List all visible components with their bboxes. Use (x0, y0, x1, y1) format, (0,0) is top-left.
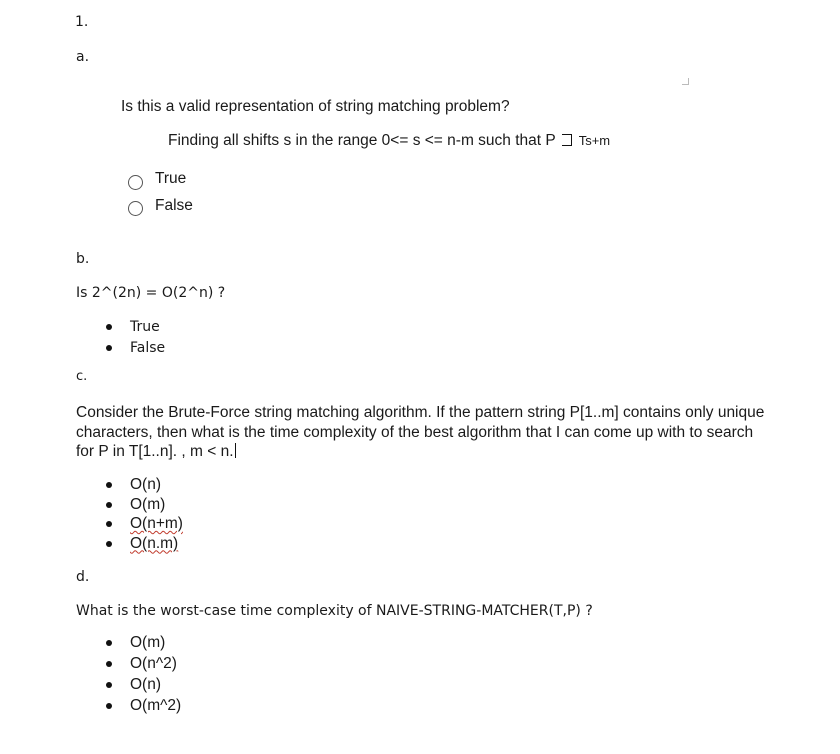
option-label: False (130, 340, 166, 356)
bullet-icon (106, 345, 112, 351)
bullet-icon (106, 541, 112, 547)
list-item (106, 514, 183, 534)
radio-false-label: False (155, 197, 193, 214)
option-label: O(n+m) (130, 515, 183, 532)
text-cursor (235, 443, 236, 458)
part-c-question (76, 403, 796, 462)
part-c-label: c. (76, 369, 88, 384)
list-item (106, 632, 181, 653)
list-item (106, 674, 181, 695)
part-b-question: Is 2^(2n) = O(2^n) ? (76, 285, 226, 301)
list-item (106, 653, 181, 674)
option-label: O(n.m) (130, 534, 179, 552)
bullet-icon (106, 502, 112, 508)
list-item (106, 495, 183, 515)
bullet-icon (106, 521, 112, 527)
bullet-icon (106, 682, 112, 688)
part-c-question-text: for P in T[1..n]. , m < n. (76, 443, 234, 460)
list-item (106, 695, 181, 716)
corner-mark (682, 78, 689, 85)
part-c-question-line: characters, then what is the time complexity of the best algorithm that I can come up with to search (76, 423, 754, 441)
part-a-statement-subscript: Ts+m (578, 133, 611, 148)
part-c-question-line: Consider the Brute-Force string matching algorithm. If the pattern string P[1..m] contains only unique (76, 404, 765, 421)
option-label: True (130, 319, 160, 335)
option-label: O(m^2) (130, 697, 182, 714)
radio-false[interactable] (128, 201, 143, 216)
bullet-icon (106, 324, 112, 330)
radio-true[interactable] (128, 175, 143, 190)
part-d-options (106, 632, 181, 716)
option-label: O(n) (130, 476, 161, 493)
part-d-question: What is the worst-case time complexity of NAIVE-STRING-MATCHER(T,P) ? (76, 603, 593, 619)
part-b-label: b. (76, 251, 90, 267)
part-c-options (106, 475, 183, 553)
part-a-statement-text: Finding all shifts s in the range 0<= s <= n-m such that P (168, 132, 556, 149)
list-item (106, 338, 165, 359)
part-c-question-line (76, 442, 796, 462)
option-label: O(n) (130, 676, 161, 693)
part-a-label: a. (76, 49, 90, 65)
bullet-icon (106, 661, 112, 667)
part-b-options (106, 317, 165, 359)
subset-symbol (562, 134, 572, 146)
option-label: O(m) (130, 495, 166, 513)
option-label: O(n^2) (130, 655, 177, 672)
option-label: O(m) (130, 634, 166, 651)
bullet-icon (106, 703, 112, 709)
part-a-statement (168, 132, 610, 150)
list-item (106, 475, 183, 495)
radio-true-label: True (155, 170, 187, 187)
part-d-label: d. (76, 569, 90, 585)
part-a-question: Is this a valid representation of string matching problem? (121, 98, 510, 115)
bullet-icon (106, 482, 112, 488)
bullet-icon (106, 640, 112, 646)
question-number: 1. (75, 14, 89, 30)
list-item (106, 317, 165, 338)
list-item (106, 534, 183, 554)
